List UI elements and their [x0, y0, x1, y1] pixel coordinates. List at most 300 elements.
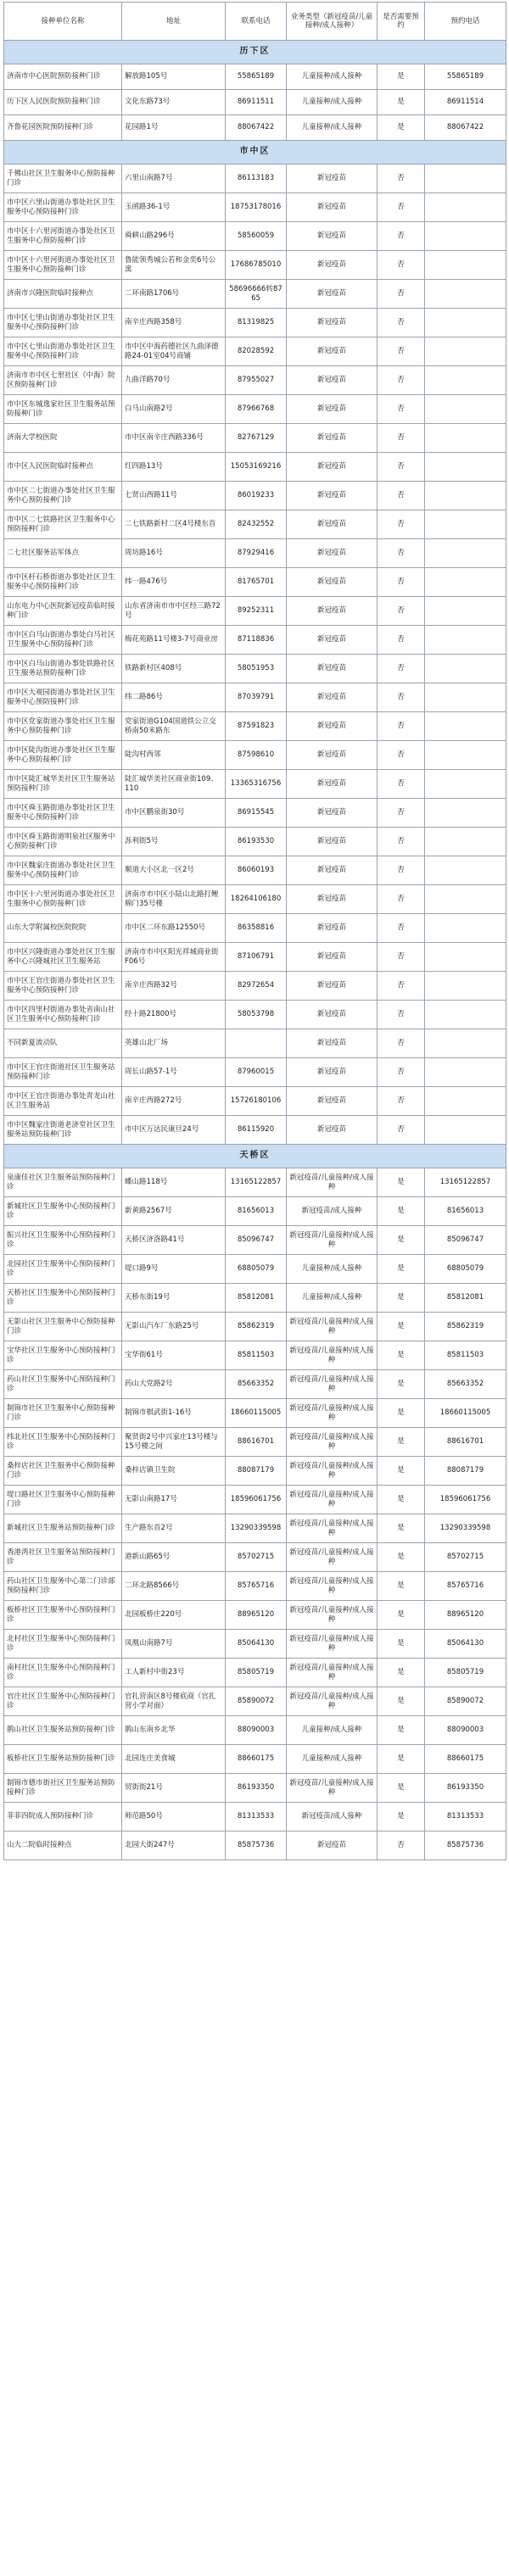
- service-type-cell: 新冠疫苗: [287, 626, 378, 655]
- service-type-cell: 儿童接种/成人接种: [287, 90, 378, 115]
- address-cell: 陡汇城华美社区商业街109、110: [122, 770, 226, 799]
- table-row: [4, 90, 506, 115]
- appointment-phone-cell: 68805079: [425, 1255, 506, 1284]
- service-type-cell: 新冠疫苗/儿童接种/成人接种: [287, 1601, 378, 1630]
- address-cell: 市中区鹏泉街30号: [122, 799, 226, 828]
- site-name-cell: 不同新夏流动队: [4, 1029, 122, 1058]
- service-type-cell: 新冠疫苗: [287, 424, 378, 453]
- appointment-required-cell: 否: [378, 943, 425, 972]
- service-type-cell: 新冠疫苗/儿童接种/成人接种: [287, 1572, 378, 1601]
- appointment-required-cell: 是: [378, 1745, 425, 1774]
- appointment-phone-cell: 88616701: [425, 1428, 506, 1457]
- address-cell: 市中区中海药德社区九曲泽德路24-01室04号商铺: [122, 337, 226, 366]
- address-cell: 新黄路2567号: [122, 1197, 226, 1226]
- address-cell: 制锦市棋武街1-16号: [122, 1399, 226, 1428]
- district-name: 天桥区: [4, 1145, 506, 1168]
- table-row: [4, 251, 506, 280]
- table-row: [4, 972, 506, 1001]
- address-cell: 生产路东首2号: [122, 1514, 226, 1543]
- table-row: [4, 115, 506, 141]
- service-type-cell: 新冠疫苗: [287, 568, 378, 597]
- table-row: [4, 828, 506, 856]
- service-type-cell: 儿童接种/成人接种: [287, 1716, 378, 1745]
- site-name-cell: 市中区魏家庄街道办事处社区卫生服务中心预防接种门诊: [4, 856, 122, 885]
- site-name-cell: 板桥社区卫生服务中心预防接种门诊: [4, 1601, 122, 1630]
- service-type-cell: 新冠疫苗: [287, 597, 378, 626]
- table-row: [4, 712, 506, 741]
- appointment-phone-cell: [425, 193, 506, 222]
- table-row: [4, 1255, 506, 1284]
- appointment-required-cell: 是: [378, 1428, 425, 1457]
- service-type-cell: 新冠疫苗: [287, 251, 378, 280]
- service-type-cell: 新冠疫苗: [287, 539, 378, 568]
- address-cell: 梅花苑路11号楼3-7号商业房: [122, 626, 226, 655]
- address-cell: 鹊山东南乡北华: [122, 1716, 226, 1745]
- appointment-required-cell: 否: [378, 597, 425, 626]
- site-name-cell: 天桥社区卫生服务中心预防接种门诊: [4, 1284, 122, 1313]
- appointment-phone-cell: [425, 885, 506, 914]
- site-name-cell: 齐鲁花园医院预防接种门诊: [4, 115, 122, 141]
- table-row: [4, 1341, 506, 1370]
- table-row: [4, 1543, 506, 1572]
- service-type-cell: 新冠疫苗/儿童接种/成人接种: [287, 1774, 378, 1803]
- table-row: [4, 1168, 506, 1197]
- service-type-cell: 新冠疫苗/儿童接种/成人接种: [287, 1514, 378, 1543]
- service-type-cell: 新冠疫苗: [287, 1832, 378, 1860]
- header-phone: 联系电话: [226, 3, 287, 41]
- address-cell: 山东省济南市市中区经三路72号: [122, 597, 226, 626]
- phone-cell: 85811503: [226, 1341, 287, 1370]
- appointment-required-cell: 否: [378, 453, 425, 482]
- appointment-phone-cell: 85862319: [425, 1313, 506, 1341]
- appointment-required-cell: 是: [378, 1370, 425, 1399]
- phone-cell: 15053169216: [226, 453, 287, 482]
- address-cell: 泺利街5号: [122, 828, 226, 856]
- table-row: [4, 337, 506, 366]
- table-row: [4, 655, 506, 683]
- appointment-phone-cell: 85702715: [425, 1543, 506, 1572]
- appointment-phone-cell: [425, 222, 506, 251]
- phone-cell: 87955027: [226, 366, 287, 395]
- address-cell: 南辛庄西路32号: [122, 972, 226, 1001]
- phone-cell: 87591823: [226, 712, 287, 741]
- site-name-cell: 市中区兴隆街道办事处社区卫生服务中心兴隆城社区卫生服务站: [4, 943, 122, 972]
- service-type-cell: 新冠疫苗/儿童接种/成人接种: [287, 1341, 378, 1370]
- site-name-cell: 无影山社区卫生服务中心预防接种门诊: [4, 1313, 122, 1341]
- service-type-cell: 新冠疫苗/成人接种: [287, 1197, 378, 1226]
- table-row: [4, 1659, 506, 1687]
- phone-cell: 86113183: [226, 164, 287, 193]
- appointment-phone-cell: [425, 1029, 506, 1058]
- site-name-cell: 新城社区卫生服务站预防接种门诊: [4, 1514, 122, 1543]
- site-name-cell: 市中区七里山街道办事处社区卫生服务中心预防接种门诊: [4, 337, 122, 366]
- appointment-phone-cell: [425, 453, 506, 482]
- address-cell: 红四路13号: [122, 453, 226, 482]
- appointment-phone-cell: [425, 770, 506, 799]
- service-type-cell: 新冠疫苗: [287, 655, 378, 683]
- table-row: [4, 683, 506, 712]
- appointment-required-cell: 否: [378, 424, 425, 453]
- appointment-required-cell: 是: [378, 1341, 425, 1370]
- header-service-type: 业务类型（新冠疫苗/儿童接种/成人接种）: [287, 3, 378, 41]
- appointment-required-cell: 否: [378, 510, 425, 539]
- phone-cell: 88087179: [226, 1457, 287, 1486]
- service-type-cell: 新冠疫苗: [287, 309, 378, 337]
- phone-cell: 13165122857: [226, 1168, 287, 1197]
- vaccination-sites-document: [3, 2, 506, 1860]
- appointment-phone-cell: 18660115005: [425, 1399, 506, 1428]
- site-name-cell: 鹊山社区卫生服务站预防接种门诊: [4, 1716, 122, 1745]
- address-cell: 济南市市中区小陆山北路打鲤棉门35号楼: [122, 885, 226, 914]
- appointment-required-cell: 是: [378, 1514, 425, 1543]
- site-name-cell: 市中区王官庄街道社区卫生服务站预防接种门诊: [4, 1058, 122, 1087]
- appointment-required-cell: 否: [378, 914, 425, 943]
- site-name-cell: 振兴社区卫生服务中心预防接种门诊: [4, 1226, 122, 1255]
- appointment-required-cell: 是: [378, 1687, 425, 1716]
- site-name-cell: 制锦市社区卫生服务中心预防接种门诊: [4, 1399, 122, 1428]
- service-type-cell: 新冠疫苗: [287, 1116, 378, 1145]
- phone-cell: 82028592: [226, 337, 287, 366]
- site-name-cell: 纬北社区卫生服务中心预防接种门诊: [4, 1428, 122, 1457]
- site-name-cell: 新城社区卫生服务中心预防接种门诊: [4, 1197, 122, 1226]
- appointment-phone-cell: [425, 395, 506, 424]
- address-cell: 陡沟村西邻: [122, 741, 226, 770]
- appointment-phone-cell: [425, 424, 506, 453]
- table-row: [4, 1226, 506, 1255]
- site-name-cell: 官庄社区卫生服务中心预防接种门诊: [4, 1687, 122, 1716]
- table-row: [4, 1832, 506, 1860]
- appointment-required-cell: 否: [378, 799, 425, 828]
- address-cell: 玉函路36-1号: [122, 193, 226, 222]
- phone-cell: 86060193: [226, 856, 287, 885]
- phone-cell: 82972654: [226, 972, 287, 1001]
- appointment-phone-cell: 55865189: [425, 64, 506, 90]
- service-type-cell: 新冠疫苗: [287, 1058, 378, 1087]
- address-cell: 药山大党路2号: [122, 1370, 226, 1399]
- site-name-cell: 市中区杆石桥街道办事处社区卫生服务中心预防接种门诊: [4, 568, 122, 597]
- site-name-cell: 济南市市中区七里社区（中海）院区预防接种门诊: [4, 366, 122, 395]
- appointment-phone-cell: [425, 1087, 506, 1116]
- appointment-required-cell: 是: [378, 1284, 425, 1313]
- site-name-cell: 药山社区卫生服务中心第二门诊部预防接种门诊: [4, 1572, 122, 1601]
- service-type-cell: 新冠疫苗: [287, 453, 378, 482]
- appointment-required-cell: 否: [378, 222, 425, 251]
- appointment-phone-cell: [425, 683, 506, 712]
- address-cell: 二环南路1706号: [122, 280, 226, 309]
- appointment-required-cell: 否: [378, 1029, 425, 1058]
- table-row: [4, 1399, 506, 1428]
- appointment-phone-cell: [425, 972, 506, 1001]
- service-type-cell: 新冠疫苗/儿童接种/成人接种: [287, 1457, 378, 1486]
- service-type-cell: 新冠疫苗: [287, 1087, 378, 1116]
- appointment-phone-cell: [425, 164, 506, 193]
- address-cell: 二七铁路新村二区4号楼东首: [122, 510, 226, 539]
- service-type-cell: 新冠疫苗/儿童接种/成人接种: [287, 1168, 378, 1197]
- phone-cell: 85805719: [226, 1659, 287, 1687]
- appointment-required-cell: 否: [378, 164, 425, 193]
- appointment-phone-cell: 85875736: [425, 1832, 506, 1860]
- service-type-cell: 新冠疫苗: [287, 741, 378, 770]
- address-cell: 周坊路16号: [122, 539, 226, 568]
- table-row: [4, 1116, 506, 1145]
- site-name-cell: 济南大学校医院: [4, 424, 122, 453]
- phone-cell: 81319825: [226, 309, 287, 337]
- service-type-cell: 新冠疫苗: [287, 712, 378, 741]
- table-row: [4, 1029, 506, 1058]
- appointment-required-cell: 否: [378, 280, 425, 309]
- table-row: [4, 164, 506, 193]
- phone-cell: 86915545: [226, 799, 287, 828]
- appointment-phone-cell: [425, 309, 506, 337]
- site-name-cell: 市中区陡沟街道办事处社区卫生服务中心预防接种门诊: [4, 741, 122, 770]
- table-row: [4, 1197, 506, 1226]
- appointment-required-cell: 是: [378, 1630, 425, 1659]
- site-name-cell: 山东大学附属校医院院院: [4, 914, 122, 943]
- site-name-cell: 市中区舜玉路街道办事处社区卫生服务中心预防接种门诊: [4, 799, 122, 828]
- appointment-required-cell: 否: [378, 539, 425, 568]
- phone-cell: 58696666转8765: [226, 280, 287, 309]
- appointment-required-cell: 否: [378, 251, 425, 280]
- phone-cell: 87598610: [226, 741, 287, 770]
- address-cell: 堤口路9号: [122, 1255, 226, 1284]
- service-type-cell: 儿童接种/成人接种: [287, 64, 378, 90]
- phone-cell: 58051953: [226, 655, 287, 683]
- service-type-cell: 新冠疫苗: [287, 972, 378, 1001]
- appointment-required-cell: 否: [378, 712, 425, 741]
- appointment-required-cell: 是: [378, 1168, 425, 1197]
- appointment-required-cell: 否: [378, 309, 425, 337]
- appointment-phone-cell: [425, 568, 506, 597]
- appointment-phone-cell: 88067422: [425, 115, 506, 141]
- address-cell: 天桥区济洛路41号: [122, 1226, 226, 1255]
- phone-cell: 85702715: [226, 1543, 287, 1572]
- service-type-cell: 儿童接种/成人接种: [287, 1745, 378, 1774]
- table-row: [4, 1001, 506, 1029]
- table-row: [4, 1284, 506, 1313]
- site-name-cell: 市中区王官庄街道办事处社区卫生服务中心预防接种门诊: [4, 972, 122, 1001]
- table-row: [4, 424, 506, 453]
- service-type-cell: 新冠疫苗: [287, 482, 378, 510]
- appointment-required-cell: 否: [378, 366, 425, 395]
- address-cell: 济南市市中区阳光祥城商业街F06号: [122, 943, 226, 972]
- district-name: 历下区: [4, 41, 506, 64]
- service-type-cell: 新冠疫苗: [287, 1001, 378, 1029]
- appointment-required-cell: 否: [378, 655, 425, 683]
- site-name-cell: 历下区人民医院预防接种门诊: [4, 90, 122, 115]
- vaccination-sites-table: [3, 2, 506, 1860]
- table-row: [4, 1774, 506, 1803]
- table-row: [4, 222, 506, 251]
- header-appointment-phone: 预约电话: [425, 3, 506, 41]
- address-cell: 蝶山路118号: [122, 1168, 226, 1197]
- phone-cell: 88090003: [226, 1716, 287, 1745]
- phone-cell: 87039791: [226, 683, 287, 712]
- phone-cell: 68805079: [226, 1255, 287, 1284]
- appointment-phone-cell: [425, 741, 506, 770]
- table-row: [4, 914, 506, 943]
- service-type-cell: 新冠疫苗: [287, 770, 378, 799]
- table-row: [4, 597, 506, 626]
- table-row: [4, 1486, 506, 1514]
- appointment-required-cell: 否: [378, 972, 425, 1001]
- appointment-phone-cell: 88087179: [425, 1457, 506, 1486]
- phone-cell: 86019233: [226, 482, 287, 510]
- address-cell: 北园大街247号: [122, 1832, 226, 1860]
- appointment-required-cell: 否: [378, 568, 425, 597]
- district-section-header: [4, 41, 506, 64]
- table-row: [4, 856, 506, 885]
- address-cell: 周长山路57-1号: [122, 1058, 226, 1087]
- table-row: [4, 1803, 506, 1832]
- appointment-required-cell: 否: [378, 1087, 425, 1116]
- appointment-required-cell: 是: [378, 1716, 425, 1745]
- appointment-required-cell: 是: [378, 1197, 425, 1226]
- address-cell: 聚贤街2号中兴家庄13号楼与15号楼之间: [122, 1428, 226, 1457]
- table-row: [4, 1716, 506, 1745]
- phone-cell: 58560059: [226, 222, 287, 251]
- table-row: [4, 741, 506, 770]
- site-name-cell: 市中区白马山街道办事处铁路社区卫生服务站预防接种门诊: [4, 655, 122, 683]
- appointment-required-cell: 否: [378, 1058, 425, 1087]
- service-type-cell: 新冠疫苗: [287, 395, 378, 424]
- district-name: 市中区: [4, 141, 506, 164]
- phone-cell: 17686785010: [226, 251, 287, 280]
- phone-cell: 58053798: [226, 1001, 287, 1029]
- phone-cell: 85064130: [226, 1630, 287, 1659]
- address-cell: 凤凰山南路7号: [122, 1630, 226, 1659]
- appointment-phone-cell: [425, 943, 506, 972]
- service-type-cell: 新冠疫苗: [287, 799, 378, 828]
- site-name-cell: 香港湾社区卫生服务站预防接种门诊: [4, 1543, 122, 1572]
- appointment-phone-cell: 85765716: [425, 1572, 506, 1601]
- appointment-phone-cell: [425, 712, 506, 741]
- table-row: [4, 770, 506, 799]
- appointment-required-cell: 是: [378, 1572, 425, 1601]
- address-cell: 二环北路8566号: [122, 1572, 226, 1601]
- site-name-cell: 市中区大观园街道办事处社区卫生服务中心预防接种门诊: [4, 683, 122, 712]
- site-name-cell: 市中区人民医院临时接种点: [4, 453, 122, 482]
- phone-cell: 81656013: [226, 1197, 287, 1226]
- appointment-phone-cell: 88660175: [425, 1745, 506, 1774]
- phone-cell: 15726180106: [226, 1087, 287, 1116]
- appointment-required-cell: 是: [378, 115, 425, 141]
- table-row: [4, 395, 506, 424]
- phone-cell: 86193530: [226, 828, 287, 856]
- table-row: [4, 64, 506, 90]
- site-name-cell: 千佛山社区卫生服务中心预防接种门诊: [4, 164, 122, 193]
- service-type-cell: 新冠疫苗: [287, 683, 378, 712]
- address-cell: 顺道大小区北一区2号: [122, 856, 226, 885]
- appointment-required-cell: 是: [378, 1399, 425, 1428]
- site-name-cell: 山大二院临时接种点: [4, 1832, 122, 1860]
- appointment-phone-cell: [425, 1001, 506, 1029]
- site-name-cell: 桑梓店社区卫生服务中心预防接种门诊: [4, 1457, 122, 1486]
- table-row: [4, 1370, 506, 1399]
- appointment-phone-cell: 85890072: [425, 1687, 506, 1716]
- table-row: [4, 1687, 506, 1716]
- phone-cell: 13290339598: [226, 1514, 287, 1543]
- appointment-phone-cell: [425, 251, 506, 280]
- table-row: [4, 1087, 506, 1116]
- appointment-required-cell: 是: [378, 90, 425, 115]
- address-cell: 经十路21800号: [122, 1001, 226, 1029]
- appointment-phone-cell: [425, 799, 506, 828]
- appointment-required-cell: 是: [378, 1659, 425, 1687]
- appointment-phone-cell: 85064130: [425, 1630, 506, 1659]
- service-type-cell: 新冠疫苗: [287, 366, 378, 395]
- address-cell: 市中区二环东路12550号: [122, 914, 226, 943]
- appointment-phone-cell: [425, 828, 506, 856]
- table-row: [4, 1514, 506, 1543]
- address-cell: 花园路1号: [122, 115, 226, 141]
- appointment-required-cell: 否: [378, 828, 425, 856]
- appointment-phone-cell: 88965120: [425, 1601, 506, 1630]
- service-type-cell: 新冠疫苗: [287, 943, 378, 972]
- site-name-cell: 市中区二七铁路社区卫生服务中心预防接种门诊: [4, 510, 122, 539]
- address-cell: 党家街道G104国道铁公立交桥南50米路东: [122, 712, 226, 741]
- service-type-cell: 新冠疫苗: [287, 337, 378, 366]
- address-cell: 铁路新村区408号: [122, 655, 226, 683]
- address-cell: 贸街街21号: [122, 1774, 226, 1803]
- header-site-name: 接种单位名称: [4, 3, 122, 41]
- site-name-cell: 市中区十六里河街道办事处社区卫生服务中心预防接种门诊: [4, 885, 122, 914]
- appointment-required-cell: 否: [378, 770, 425, 799]
- service-type-cell: 新冠疫苗/儿童接种/成人接种: [287, 1313, 378, 1341]
- address-cell: 师范路50号: [122, 1803, 226, 1832]
- phone-cell: 88965120: [226, 1601, 287, 1630]
- address-cell: 英雄山北厂场: [122, 1029, 226, 1058]
- service-type-cell: 新冠疫苗/儿童接种/成人接种: [287, 1687, 378, 1716]
- address-cell: 鲁能领秀城公若和金奕6号公寓: [122, 251, 226, 280]
- site-name-cell: 宝华社区卫生服务中心预防接种门诊: [4, 1341, 122, 1370]
- service-type-cell: 新冠疫苗: [287, 1029, 378, 1058]
- phone-cell: 85875736: [226, 1832, 287, 1860]
- appointment-required-cell: 是: [378, 1457, 425, 1486]
- service-type-cell: 新冠疫苗/儿童接种/成人接种: [287, 1370, 378, 1399]
- site-name-cell: 市中区二七街道办事处社区卫生服务中心预防接种门诊: [4, 482, 122, 510]
- site-name-cell: 市中区四里村街道办事处省南山社区卫生服务中心预防接种门诊: [4, 1001, 122, 1029]
- appointment-phone-cell: [425, 1116, 506, 1145]
- phone-cell: 87118836: [226, 626, 287, 655]
- site-name-cell: 市中区陡汇城华美社区卫生服务站预防接种门诊: [4, 770, 122, 799]
- phone-cell: 86911511: [226, 90, 287, 115]
- appointment-phone-cell: [425, 856, 506, 885]
- appointment-required-cell: 是: [378, 64, 425, 90]
- address-cell: 纬一路476号: [122, 568, 226, 597]
- address-cell: 南辛庄西路272号: [122, 1087, 226, 1116]
- site-name-cell: 药山社区卫生服务中心预防接种门诊: [4, 1370, 122, 1399]
- table-row: [4, 799, 506, 828]
- site-name-cell: 市中区党家街道办事处社区卫生服务中心预防接种门诊: [4, 712, 122, 741]
- service-type-cell: 新冠疫苗: [287, 280, 378, 309]
- service-type-cell: 新冠疫苗: [287, 510, 378, 539]
- site-name-cell: 市中区舜玉路街道明泉社区服务中心预防接种门诊: [4, 828, 122, 856]
- service-type-cell: 儿童接种/成人接种: [287, 1284, 378, 1313]
- appointment-phone-cell: [425, 337, 506, 366]
- site-name-cell: 市中区东城逸家社区卫生服务站预防接种门诊: [4, 395, 122, 424]
- appointment-phone-cell: [425, 366, 506, 395]
- site-name-cell: 菲菲四院成人预防接种门诊: [4, 1803, 122, 1832]
- service-type-cell: 新冠疫苗/儿童接种/成人接种: [287, 1543, 378, 1572]
- phone-cell: 82432552: [226, 510, 287, 539]
- phone-cell: 86358816: [226, 914, 287, 943]
- appointment-phone-cell: 13290339598: [425, 1514, 506, 1543]
- phone-cell: 18596061756: [226, 1486, 287, 1514]
- service-type-cell: 儿童接种/成人接种: [287, 1255, 378, 1284]
- appointment-required-cell: 否: [378, 683, 425, 712]
- address-cell: 文化东路73号: [122, 90, 226, 115]
- address-cell: 白马山南路2号: [122, 395, 226, 424]
